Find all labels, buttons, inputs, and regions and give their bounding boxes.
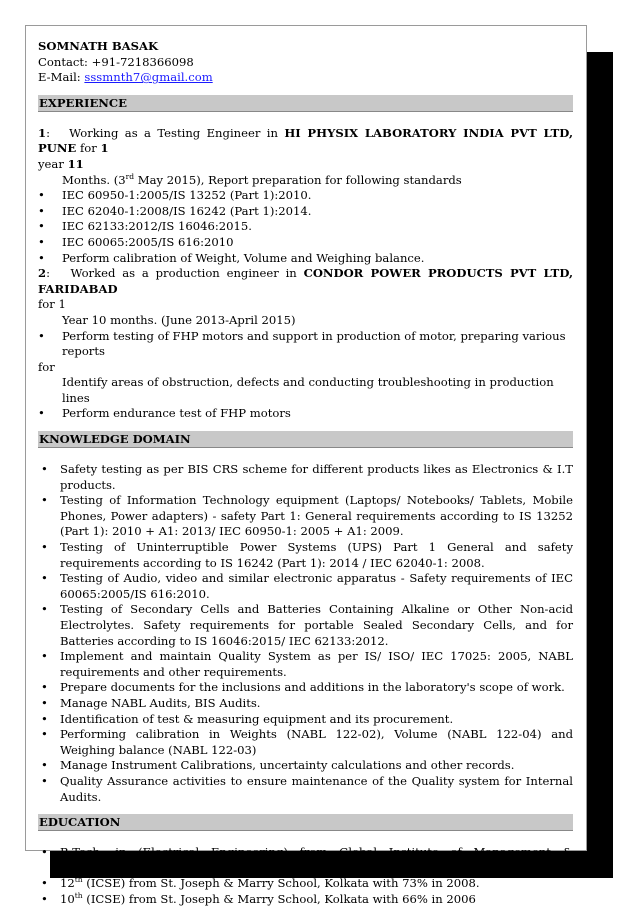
job1-bullet [38, 219, 573, 235]
bullet-glyph: • [41, 758, 48, 773]
bullet-glyph: • [38, 203, 45, 218]
knowledge-item [38, 571, 573, 602]
knowledge-item [38, 540, 573, 571]
bullet-glyph: • [41, 773, 48, 788]
job1-bullet [38, 204, 573, 220]
bullet-glyph: • [41, 876, 48, 891]
bullet-glyph: • [41, 571, 48, 586]
knowledge-item [38, 758, 573, 774]
knowledge-item-text: Testing of Uninterruptible Power Systems (UPS) Part 1 General and safety requirements according to IS 16242 (Part 1): 2014 / IEC 62040-1: 2008. [60, 540, 573, 570]
knowledge-item-text: Performing calibration in Weights (NABL 122-02), Volume (NABL 122-04) and Weighing balance (NABL 122-03) [60, 727, 573, 757]
bullet-glyph: • [41, 462, 48, 477]
bullet-glyph: • [41, 540, 48, 555]
knowledge-item-text: Testing of Secondary Cells and Batteries Containing Alkaline or Other Non-acid Electrolytes. Safety requirements for portable Sealed Secondary Cells, and for Batteries according to IS 16046:2015/ IEC 62133:2012. [60, 602, 573, 648]
knowledge-item-text: Identification of test & measuring equipment and its procurement. [60, 711, 454, 726]
knowledge-item-text: Implement and maintain Quality System as per IS/ ISO/ IEC 17025: 2005, NABL requirements and other requirements. [60, 649, 573, 679]
bullet-glyph: • [41, 649, 48, 664]
job2-company: CONDOR POWER PRODUCTS PVT LTD, FARIDABAD [38, 266, 573, 296]
job2-bullet-1 [38, 329, 573, 360]
knowledge-item [38, 774, 573, 805]
knowledge-item-text: Testing of Audio, video and similar electronic apparatus - Safety requirements of IEC 60065:2005/IS 616:2010. [60, 571, 573, 601]
job1-line2 [38, 157, 573, 173]
bullet-glyph: • [38, 234, 45, 249]
bullet-glyph: • [38, 219, 45, 234]
bullet-glyph: • [41, 727, 48, 742]
bullet-glyph: • [41, 891, 48, 906]
job1-bullet [38, 251, 573, 267]
email-link[interactable]: sssmnth7@gmail.com [84, 70, 213, 85]
knowledge-item-text: Manage Instrument Calibrations, uncertainty calculations and other records. [60, 758, 515, 773]
knowledge-heading: KNOWLEDGE DOMAIN [38, 431, 573, 448]
education-item [38, 876, 573, 892]
bullet-glyph: • [41, 602, 48, 617]
job1-line [38, 126, 573, 157]
job1-bullet-text: IEC 62040-1:2008/IS 16242 (Part 1):2014. [62, 203, 312, 218]
knowledge-item [38, 493, 573, 540]
education-item-text: 10 [60, 891, 75, 906]
knowledge-item [38, 462, 573, 493]
knowledge-item [38, 727, 573, 758]
knowledge-list [38, 462, 573, 805]
knowledge-item [38, 649, 573, 680]
job1-for: for [76, 141, 101, 156]
job2-months: Year 10 months. (June 2013-April 2015) [62, 312, 296, 327]
bullet-glyph: • [38, 250, 45, 265]
knowledge-item [38, 712, 573, 728]
job1-months-num: 11 [67, 156, 84, 171]
bullet-glyph: • [41, 711, 48, 726]
job1-months-b: May 2015), Report preparation for following standards [134, 172, 462, 187]
job1-bullet-text: IEC 62133:2012/IS 16046:2015. [62, 219, 252, 234]
resume-page [25, 25, 587, 906]
education-item-text: (ICSE) from St. Joseph & Marry School, Kolkata with 66% in 2006 [82, 891, 476, 906]
job1-year-word: year [38, 156, 68, 171]
job1-months-a: Months. (3 [62, 172, 126, 187]
knowledge-item-text: Manage NABL Audits, BIS Audits. [60, 695, 261, 710]
knowledge-item [38, 602, 573, 649]
knowledge-item-text: Quality Assurance activities to ensure maintenance of the Quality system for Internal Audits. [60, 773, 573, 804]
education-list [38, 845, 573, 907]
job1-company: HI PHYSIX LABORATORY INDIA PVT LTD, PUNE [38, 125, 573, 156]
job2-bullet-2-text: Perform endurance test of FHP motors [62, 406, 291, 421]
contact-line: Contact: +91-7218366098 [38, 54, 194, 69]
job2-indented-line: Identify areas of obstruction, defects and conducting troubleshooting in production lines [62, 375, 554, 405]
job1-months [38, 173, 573, 189]
job2-bullet-1-text: Perform testing of FHP motors and support in production of motor, preparing various reports [62, 328, 566, 359]
education-item-sup: th [74, 875, 83, 885]
education-item [38, 845, 573, 876]
job1-bullet [38, 235, 573, 251]
knowledge-item-text: Testing of Information Technology equipment (Laptops/ Notebooks/ Tablets, Mobile Phones, Power adapters) - safety Part 1: General requirements according to IS 13252 (Part 1): 2010 + A1: 2013/ IEC 60950-1: 2005 + A1: 2009. [60, 493, 573, 539]
education-item-text: B.Tech. in (Electrical Engineering) from Global Institute of Management & Technology, Krishnagar, W.B.U.T, with 7.61(dgpa) in 2013 [60, 845, 573, 875]
knowledge-item-text: Prepare documents for the inclusions and additions in the laboratory's scope of work. [60, 680, 565, 695]
job2-text: : Worked as a production engineer in [46, 266, 304, 281]
job1-bullet-text: IEC 60065:2005/IS 616:2010 [62, 234, 234, 249]
job1-bullet-text: IEC 60950-1:2005/IS 13252 (Part 1):2010. [62, 188, 312, 203]
bullet-glyph: • [41, 493, 48, 508]
bullet-glyph: • [41, 845, 48, 860]
job2-line2: for 1 [38, 297, 66, 312]
job1-bullet [38, 188, 573, 204]
job2-bullet-2 [38, 406, 573, 422]
bullet-glyph: • [41, 695, 48, 710]
education-item [38, 892, 573, 908]
education-item-text: 12 [60, 876, 75, 891]
bullet-glyph: • [38, 328, 45, 343]
bullet-glyph: • [38, 188, 45, 203]
job1-text: : Working as a Testing Engineer in [46, 125, 285, 140]
job1-bullet-text: Perform calibration of Weight, Volume and Weighing balance. [62, 250, 425, 265]
candidate-name: SOMNATH BASAK [38, 39, 159, 53]
education-item-text: (ICSE) from St. Joseph & Marry School, Kolkata with 73% in 2008. [82, 876, 480, 891]
job1-bullet-list [38, 188, 573, 266]
job2-line [38, 266, 573, 297]
education-heading: EDUCATION [38, 814, 573, 831]
resume-content [38, 39, 573, 908]
job1-years: 1 [100, 141, 109, 156]
job2-number: 2 [38, 266, 47, 281]
email-line [38, 70, 573, 86]
knowledge-item [38, 696, 573, 712]
bullet-glyph: • [38, 406, 45, 421]
experience-heading: EXPERIENCE [38, 95, 573, 112]
education-item-sup: th [74, 890, 83, 900]
job1-number: 1 [38, 125, 47, 140]
job1-months-sup: rd [125, 171, 135, 181]
knowledge-item [38, 680, 573, 696]
email-label: E-Mail: [38, 70, 85, 85]
bullet-glyph: • [41, 680, 48, 695]
knowledge-item-text: Safety testing as per BIS CRS scheme for different products likes as Electronics & I.T products. [60, 462, 573, 492]
job2-bullet-1-cont: for [38, 359, 55, 374]
